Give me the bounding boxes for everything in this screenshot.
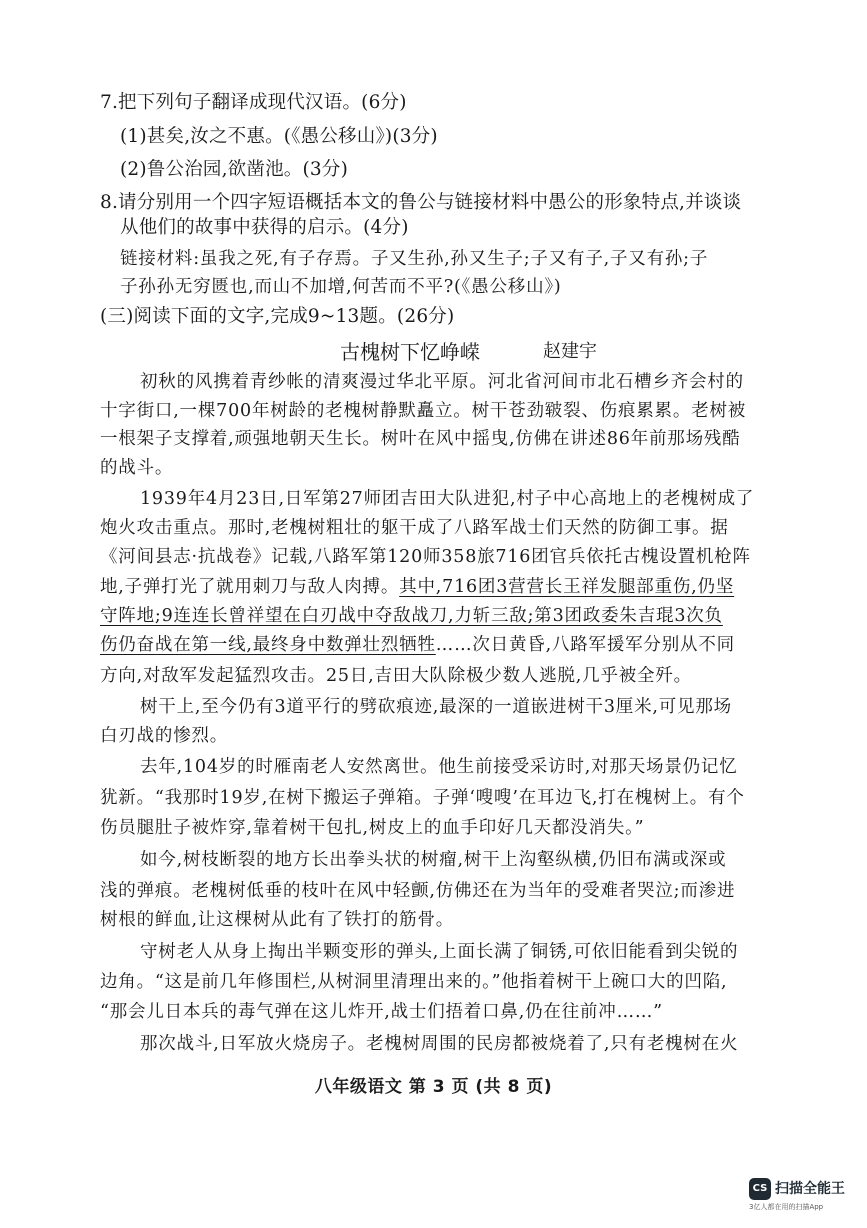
link-material-line-1: 链接材料:虽我之死,有子存焉。子又生孙,孙又生子;子又有子,子又有孙;子 xyxy=(120,249,709,269)
question-7: 7.把下列句子翻译成现代汉语。(6分) xyxy=(100,92,407,113)
article-title: 古槐树下忆峥嵘 xyxy=(340,340,480,364)
article-line: 方向,对敌军发起猛烈攻击。25日,吉田大队除极少数人逃脱,几乎被全歼。 xyxy=(100,666,692,686)
article-line: 树干上,至今仍有3道平行的劈砍痕迹,最深的一道嵌进树干3厘米,可见那场 xyxy=(140,697,732,717)
article-line: 炮火攻击重点。那时,老槐树粗壮的躯干成了八路军战士们天然的防御工事。据 xyxy=(100,518,729,538)
question-8-line-1: 8.请分别用一个四字短语概括本文的鲁公与链接材料中愚公的形象特点,并谈谈 xyxy=(100,192,742,213)
underlined-passage: 伤仍奋战在第一线,最终身中数弹壮烈牺牲 xyxy=(100,635,436,655)
question-7-part-1: (1)甚矣,汝之不惠。(《愚公移山》)(3分) xyxy=(120,126,438,147)
article-line: 初秋的风携着青纱帐的清爽漫过华北平原。河北省河间市北石槽乡齐会村的 xyxy=(140,372,744,392)
article-line: 树根的鲜血,让这棵树从此有了铁打的筋骨。 xyxy=(100,910,455,930)
scanner-app-name: 扫描全能王 xyxy=(775,1181,845,1197)
article-line-mixed xyxy=(100,574,734,600)
article-text: ……次日黄昏,八路军援军分别从不同 xyxy=(435,635,735,655)
article-line: 那次战斗,日军放火烧房子。老槐树周围的民房都被烧着了,只有老槐树在火 xyxy=(140,1034,739,1054)
article-line: 如今,树枝断裂的地方长出拳头状的树瘤,树干上沟壑纵横,仍旧布满或深或 xyxy=(140,850,727,870)
article-line: 1939年4月23日,日军第27师团吉田大队进犯,村子中心高地上的老槐树成了 xyxy=(140,489,755,509)
article-line: 一根架子支撑着,顽强地朝天生长。树叶在风中摇曳,仿佛在讲述86年前那场残酷 xyxy=(100,429,741,449)
underlined-passage: 其中,716团3营营长王祥发腿部重伤,仍坚 xyxy=(399,577,735,597)
article-line: 伤员腿肚子被炸穿,靠着树干包扎,树皮上的血手印好几天都没消失。” xyxy=(100,818,645,838)
article-line: 浅的弹痕。老槐树低垂的枝叶在风中轻颤,仿佛还在为当年的受难者哭泣;而渗进 xyxy=(100,881,736,901)
article-line: 《河间县志·抗战卷》记载,八路军第120师358旅716团官兵依托古槐设置机枪阵 xyxy=(100,547,751,567)
article-line: 的战斗。 xyxy=(100,458,174,478)
section-heading: (三)阅读下面的文字,完成9~13题。(26分) xyxy=(100,306,455,327)
link-material-line-2: 子孙孙无穷匮也,而山不加增,何苦而不平?(《愚公移山》) xyxy=(120,277,562,297)
article-line: 犹新。“我那时19岁,在树下搬运子弹箱。子弹‘嗖嗖’在耳边飞,打在槐树上。有个 xyxy=(100,788,745,808)
underlined-passage: 守阵地;9连连长曾祥望在白刃战中夺敌战刀,力斩三敌;第3团政委朱吉琨3次负 xyxy=(100,606,723,626)
article-line: 白刃战的惨烈。 xyxy=(100,726,229,746)
article-line: 十字街口,一棵700年树龄的老槐树静默矗立。树干苍劲皲裂、伤痕累累。老树被 xyxy=(100,401,747,421)
article-line: “那会儿日本兵的毒气弹在这儿炸开,战士们捂着口鼻,仍在往前冲……” xyxy=(100,1002,663,1022)
scanner-watermark xyxy=(749,1176,849,1216)
article-text: 地,子弹打光了就用刺刀与敌人肉搏。 xyxy=(100,577,400,597)
question-7-part-2: (2)鲁公治园,欲凿池。(3分) xyxy=(120,159,348,180)
article-line: 边角。“这是前几年修围栏,从树洞里清理出来的。”他指着树干上碗口大的凹陷, xyxy=(100,972,728,992)
article-line-mixed xyxy=(100,632,735,658)
article-line: 去年,104岁的时雁南老人安然离世。他生前接受采访时,对那天场景仍记忆 xyxy=(140,757,738,777)
scanner-logo-icon: CS xyxy=(749,1178,771,1200)
article-author: 赵建宇 xyxy=(543,341,597,362)
page-footer: 八年级语文 第 3 页 (共 8 页) xyxy=(314,1077,553,1097)
article-line: 守树老人从身上掏出半颗变形的弹头,上面长满了铜锈,可依旧能看到尖锐的 xyxy=(140,942,739,962)
question-8-line-2: 从他们的故事中获得的启示。(4分) xyxy=(120,217,409,238)
scanner-tagline: 3亿人都在用的扫描App xyxy=(749,1203,824,1211)
